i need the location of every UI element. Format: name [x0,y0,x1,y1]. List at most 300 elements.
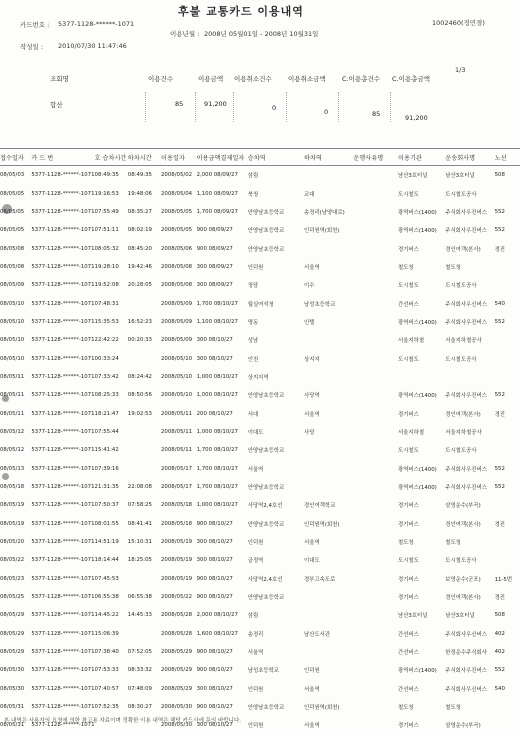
table-cell: 08/05/22 [0,557,25,564]
table-cell: 08/05/29 [0,630,25,637]
table-cell [128,570,161,588]
table-cell: 300 08/10/27 [196,355,233,362]
table-cell: 900 08/10/27 [196,520,233,527]
table-cell [128,423,161,441]
table-cell [304,331,353,349]
table-cell: 08/05/10 [0,300,25,307]
table-cell: 안양남초등학교 [247,448,285,455]
table-cell: 인덕원 [247,723,264,730]
table-cell [353,441,398,459]
table-cell: 삼림 [247,613,259,620]
table-cell: 00:20:33 [127,337,152,344]
table-cell: 남산3호터널 [445,613,475,620]
table-cell: 900 08/09/27 [196,227,233,234]
table-cell: 인덕원 [304,668,320,675]
table-cell: 08/05/23 [0,575,25,582]
table-cell: 508 [494,612,505,619]
table-cell: 900 08/10/27 [196,594,233,601]
table-cell: 철도청 [397,264,414,271]
table-cell: 2008/05/19 [160,539,193,546]
summary-value: 85 [372,110,381,118]
period-label: 이용년월 : [170,30,200,38]
table-cell: 광역버스(1400) [397,668,437,675]
table-cell: 광역버스(1400) [397,485,437,492]
table-cell [353,478,398,496]
table-cell: 402 [494,630,505,637]
table-row [0,570,520,588]
table-cell [353,570,398,588]
table-cell: 금정역 [247,558,264,565]
table-cell [495,276,520,294]
table-cell: 상지지역 [247,374,269,381]
table-cell: 5377-1128-******-1071 [31,245,95,252]
table-cell: 18:21:47 [94,410,119,417]
column-header: 접수일자 [0,149,31,166]
table-cell: 2008/05/17 [160,484,193,491]
table-cell: 552 [494,484,505,491]
table-cell: 1,700 08/10/27 [196,447,238,454]
table-cell: 서울역 [304,723,320,730]
table-cell [128,441,161,459]
table-row [0,533,520,551]
table-row [0,239,520,257]
table-header-row [0,149,520,166]
table-cell: 2008/05/19 [160,557,193,564]
table-cell: 간선버스 [397,650,419,657]
table-cell: 1,600 08/10/27 [196,630,238,637]
table-cell: 900 08/09/27 [196,245,233,252]
table-cell: 22:42:22 [94,337,119,344]
table-row [0,460,520,478]
table-cell: 1,100 08/10/27 [196,318,238,325]
table-row [0,294,520,312]
table-cell [353,221,398,239]
table-row [0,643,520,661]
table-cell: 5377-1128-******-1071 [31,282,95,289]
table-cell: 성남 [247,338,259,345]
table-cell: 300 08/10/27 [196,539,233,546]
table-cell: 주식회사우신버스 [445,686,487,693]
table-cell: 인덕원역(회천) [304,705,340,712]
table-cell: 19:02:53 [127,410,152,417]
summary-value: 91,200 [204,100,227,108]
table-cell: 광역버스(1400) [397,319,437,326]
table-row [0,496,520,514]
table-cell: 도시철도공사 [445,356,477,363]
table-cell [353,698,398,716]
table-cell: 경인여객(본사) [445,411,481,418]
table-cell: 14:51:19 [94,539,119,546]
table-cell: 00:33:24 [94,355,119,362]
table-cell: 402 [494,649,505,656]
table-cell: 2008/05/06 [160,245,193,252]
table-cell: 상지지 [304,356,320,363]
table-cell: 08/05/11 [0,410,25,417]
table-cell: 06:55:38 [127,594,152,601]
table-cell: 경인여객(본사) [445,521,481,528]
table-cell: 철도청 [445,705,461,712]
table-cell [353,460,398,478]
table-cell [353,166,398,185]
table-cell: 08/05/12 [0,428,25,435]
table-cell: 300 08/10/27 [196,722,233,729]
table-cell: 300 08/10/27 [196,557,233,564]
table-cell: 보영운수(군포) [445,576,481,583]
table-cell [353,368,398,386]
summary-header: C.이용총금액 [392,75,430,83]
table-cell: 인덕원역(회천) [304,521,340,528]
table-cell: 경기버스 [397,246,419,253]
table-cell: 서울역 [304,686,320,693]
table-cell: 2008/05/11 [160,428,193,435]
table-cell: 2008/05/30 [160,704,193,711]
table-cell: 서울역 [304,540,320,547]
table-cell [398,368,445,386]
table-cell: 광역버스(1400) [397,393,437,400]
table-cell: 5377-1128-******-1071 [31,318,95,325]
table-cell: 07:58:25 [127,502,152,509]
table-cell: 19:28:10 [94,263,119,270]
table-cell: 08/05/29 [0,649,25,656]
table-row [0,698,520,716]
table-cell: 주식회사우진버스 [445,668,487,675]
table-cell: 서울지하철공사 [445,338,482,345]
summary-value: 합산 [50,101,63,109]
table-cell: 2008/05/17 [160,465,193,472]
summary-header: C.이용총건수 [342,75,380,83]
table-cell: 5377-1128-******-1071 [31,465,95,472]
table-cell: 2008/05/28 [160,612,193,619]
table-cell [495,551,520,569]
table-cell: 2,000 08/10/27 [196,612,238,619]
table-cell [353,606,398,624]
table-cell: 1,700 08/09/27 [196,208,238,215]
table-cell: 인덕원 [247,686,264,693]
divider [390,92,391,122]
table-cell [353,423,398,441]
table-cell: 1,700 08/10/27 [196,465,238,472]
table-cell: 07:52:35 [94,704,119,711]
table-cell: 08/05/25 [0,594,25,601]
footer-note: 본 내역은 사용자의 요청에 의한 참고용 자료이며 정확한 이용 내역은 해당 카드사에 문의 바랍니다. [4,718,241,724]
table-cell: 5377-1128-******-1071 [31,484,95,491]
table-cell: 08/05/11 [0,373,25,380]
table-cell: 도시철도 [397,283,419,290]
table-cell: 5377-1128-******-1071 [31,502,95,509]
table-cell [495,496,520,514]
table-cell: 삼영운수(부곡) [445,503,481,510]
table-cell: 07:55:49 [94,208,119,215]
table-cell: 도시철도공사 [445,448,477,455]
table-cell: 2008/05/11 [160,447,193,454]
table-cell: 2008/05/19 [160,575,193,582]
table-cell: 07:51:11 [94,227,119,234]
table-cell: 15:35:53 [94,318,119,325]
table-cell: 경부고속도로 [304,576,336,583]
table-cell: 18:25:05 [127,557,152,564]
table-cell: 5377-1128-******-1071 [31,447,95,454]
table-cell: 07:50:37 [94,502,119,509]
table-cell [445,368,494,386]
table-cell [304,588,353,606]
table-cell: 2008/05/04 [160,190,193,197]
table-cell [353,349,398,367]
table-cell: 남성초등학교 [247,668,279,675]
table-cell: 청담 [247,283,259,290]
table-cell: 508 [494,172,505,179]
table-cell: 5377-1128-******-1071 [31,630,95,637]
period-value: 2008년 05월01일 - 2008년 10월31일 [204,30,319,38]
table-cell [304,239,353,257]
table-cell: 경진 [494,521,506,528]
table-cell: 5377-1128-******-1071 [31,649,95,656]
table-cell: 08/05/11 [0,392,25,399]
table-cell: 인덕원역(회천) [304,228,340,235]
table-cell [353,625,398,643]
table-cell: 서울역 [247,650,264,657]
table-cell: 08/05/29 [0,612,25,619]
table-cell: 5377-1128-******-1071 [31,208,95,215]
table-cell: 5377-1128-******-1071 [31,373,95,380]
table-cell: 철도청 [397,540,414,547]
table-cell [353,404,398,422]
table-cell: 18:14:44 [94,557,119,564]
table-cell: 300 08/09/27 [196,282,233,289]
table-cell: 08:33:32 [127,667,152,674]
table-cell: 경인여객(본사) [445,595,481,602]
column-header: 이용기관 [398,149,445,166]
table-cell [304,478,353,496]
table-row [0,166,520,185]
table-cell: 2008/05/11 [160,410,193,417]
table-row [0,203,520,221]
table-cell: 철도청 [445,540,461,547]
table-cell: 남산도서관 [304,631,331,638]
table-cell: 15:06:39 [94,630,119,637]
table-cell: 도시철도 [397,558,419,565]
table-cell: 07:38:40 [94,649,119,656]
table-cell: 5377-1128-******-1071 [31,557,95,564]
table-cell [353,551,398,569]
table-cell: 1,000 08/10/27 [196,392,238,399]
table-cell: 07:52:05 [127,649,152,656]
table-cell [353,643,398,661]
table-cell: 300 08/10/27 [196,685,233,692]
table-cell: 540 [494,300,505,307]
table-cell: 철도청 [397,705,414,712]
table-cell: 5377-1128-******-1071 [31,575,95,582]
table-row [0,276,520,294]
table-cell: 사당역 [304,393,320,400]
table-row [0,423,520,441]
table-cell: 552 [494,667,505,674]
table-cell: 07:53:33 [94,667,119,674]
table-cell: 08/05/10 [0,355,25,362]
table-cell: 08/05/30 [0,685,25,692]
table-cell: 19:52:08 [94,282,119,289]
table-cell: 철도청 [445,264,461,271]
table-cell: 08/05/31 [0,704,25,711]
table-cell: 5377-1128-******-1071 [31,428,95,435]
table-cell: 08:25:33 [94,392,119,399]
table-cell: 08/05/31 [0,722,25,729]
column-header: 카 드 번 [31,149,94,166]
card-number-value: 5377-1128-******-1071 [58,20,135,28]
table-cell: 한정운수주식회사 [445,650,487,657]
table-cell: 서울지하철공사 [445,429,482,436]
table-cell: 07:55:44 [94,428,119,435]
table-cell: 주식회사우진버스 [445,393,487,400]
table-row [0,331,520,349]
table-cell: 도시철도공사 [445,558,477,565]
table-cell: 08:41:41 [127,520,152,527]
table-cell: 인덕원 [247,540,264,547]
table-cell: 2008/05/29 [160,685,193,692]
table-cell: 08/05/30 [0,667,25,674]
table-cell [304,643,353,661]
table-cell: 5377-1128-******-1071 [31,612,95,619]
table-row [0,441,520,459]
summary-header: 이용취소건수 [234,75,272,83]
table-cell: 남성초등학교 [304,301,336,308]
summary-header: 이용취소금액 [288,75,326,83]
table-cell: 경기버스 [397,411,419,418]
table-row [0,606,520,624]
table-cell: 19:16:53 [94,190,119,197]
table-cell: 1,000 08/10/27 [196,502,238,509]
table-cell: 1,700 08/10/27 [196,484,238,491]
table-cell: 안양남초등학교 [247,705,285,712]
table-cell: 주식회사우진버스 [445,319,487,326]
table-cell: 2008/05/18 [160,502,193,509]
table-cell: 2008/05/10 [160,392,193,399]
table-cell: 06:55:38 [94,594,119,601]
table-cell: 교대 [304,191,315,198]
divider [145,92,146,122]
usage-table [0,148,520,735]
table-cell: 2008/05/05 [160,227,193,234]
table-cell [353,258,398,276]
table-cell: 08/05/12 [0,447,25,454]
table-cell: 08/05/08 [0,245,25,252]
table-cell: 200 08/10/27 [196,410,233,417]
table-cell: 2008/05/09 [160,337,193,344]
table-cell [304,166,353,185]
table-cell: 삼림 [247,173,259,180]
table-cell: 이대도 [304,558,320,565]
table-cell: 1,000 08/10/27 [196,373,238,380]
divider [233,92,234,122]
table-cell [304,441,353,459]
table-row [0,661,520,679]
table-row [0,349,520,367]
table-cell: 사당역2,4호선 [247,503,283,510]
table-cell: 08:45:20 [127,245,152,252]
table-cell: 2,000 08/09/27 [196,172,238,179]
table-cell: 송정리 [247,631,264,638]
column-header: 운송회사명 [445,149,494,166]
table-cell: 22:08:08 [127,484,152,491]
table-cell: 2008/05/05 [160,208,193,215]
table-row [0,515,520,533]
table-row [0,588,520,606]
table-cell: 간선버스 [397,301,419,308]
table-cell: 송정리(남양대로) [304,209,345,216]
table-cell: 5377-1128-******-1071 [31,172,95,179]
table-cell [304,606,353,624]
table-cell: 2008/05/09 [160,300,193,307]
table-cell: 2008/05/22 [160,594,193,601]
table-cell: 서울역 [247,466,264,473]
table-row [0,478,520,496]
table-cell: 08:02:19 [127,227,152,234]
table-cell: 5377-1128-******-1071 [31,704,95,711]
table-cell: 5377-1128-******-1071 [31,227,95,234]
table-cell: 5377-1128-******-1071 [31,392,95,399]
table-cell [495,184,520,202]
table-cell: 5377-1128-******-1071 [31,520,95,527]
table-cell: 1,000 08/10/27 [196,428,238,435]
table-cell [128,460,161,478]
table-cell: 08/05/18 [0,484,25,491]
table-cell [304,460,353,478]
table-cell: 주식회사우진버스 [445,209,487,216]
table-cell: 경기버스 [397,521,419,528]
table-cell [353,294,398,312]
table-cell: 07:40:57 [94,685,119,692]
page-title: 후불 교통카드 이용내역 [178,5,304,18]
table-cell: 5377-1128-******-1071 [31,410,95,417]
table-cell [495,533,520,551]
table-cell: 주식회사우신버스 [445,631,487,638]
table-cell: 서울지하철 [397,429,425,436]
table-cell: 900 08/10/27 [196,667,233,674]
table-cell: 5377-1128-******-1071 [31,190,95,197]
table-cell: 경기버스 [397,595,419,602]
table-cell [353,313,398,331]
table-cell: 이수 [304,283,315,290]
table-cell: 주식회사우진버스 [445,228,487,235]
column-header: 하차역 [304,149,353,166]
table-cell: 08/05/08 [0,263,25,270]
table-cell: 08/05/05 [0,190,25,197]
table-cell: 5377-1128-******-1071 [31,722,95,729]
table-cell: 2008/05/02 [160,172,193,179]
summary-header: 이용금액 [198,75,224,83]
table-cell: 07:39:16 [94,465,119,472]
table-cell: 5377-1128-******-1071 [31,594,95,601]
divider [338,92,339,122]
table-row [0,184,520,202]
table-cell: 주식회사우진버스 [445,485,487,492]
table-cell: 인텔 [304,319,315,326]
table-cell: 경인여객(본사) [445,246,481,253]
table-cell: 540 [494,685,505,692]
table-cell [353,184,398,202]
table-cell: 2008/05/10 [160,355,193,362]
table-cell: 08/05/20 [0,539,25,546]
table-cell: 경기버스 [397,503,419,510]
table-cell: 2008/05/09 [160,318,193,325]
table-cell: 300 08/10/27 [196,337,233,344]
table-cell: 08/05/13 [0,465,25,472]
table-row [0,551,520,569]
table-cell: 사당 [304,429,315,436]
table-cell: 2008/05/10 [160,373,193,380]
table-cell: 광역버스(1400) [397,209,437,216]
table-cell [495,349,520,367]
table-cell [353,386,398,404]
